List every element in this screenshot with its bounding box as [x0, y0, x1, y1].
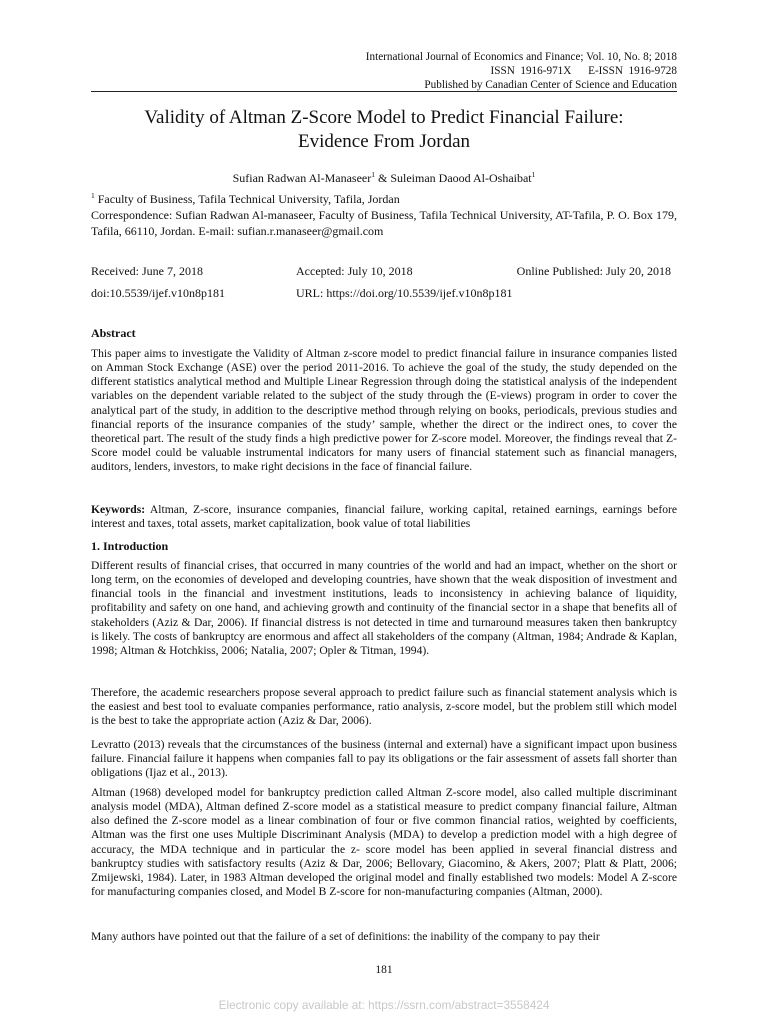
title-line-1: Validity of Altman Z-Score Model to Predict Financial Failure: — [144, 107, 624, 128]
abstract-text: This paper aims to investigate the Validity of Altman z-score model to predict financial failure in insurance companies listed on Amman Stock Exchange (ASE) over the period 2011-2016. To achieve the goal of the study, the study depended on the different statistics analytical method and Multiple Linear Regression through doing the statistical analysis of the independent variables on the dependent variable related to the subject of the study through the (E-views) program in order to cover the analytical part of the study, in addition to the descriptive method through relying on books, periodicals, previous studies and financial reports of the insurance companies of the study’ sample, whether the direct or the indirect ones, to cover the theoretical part. The result of the study finds a high predictive power for Z-score model. Moreover, the findings reveal that Z-Score model could be valuable instrumental indicators for many users of financial statement such as financial managers, auditors, lenders, investors, to make right decisions in the face of financial failure. — [91, 347, 677, 474]
affiliation — [91, 188, 400, 207]
abstract-heading: Abstract — [91, 326, 136, 340]
author-1-affil-mark: 1 — [371, 170, 375, 179]
keywords-text: Altman, Z-score, insurance companies, financial failure, working capital, retained earnings, earnings before interest and taxes, total assets, market capitalization, book value of total liabilities — [91, 503, 677, 531]
keywords — [91, 503, 677, 531]
page-number: 181 — [375, 964, 393, 976]
intro-paragraph-1: Different results of financial crises, that occurred in many countries of the world and had an impact, whether on the short or long term, on the economies of developed and developing countries, have shown that the weak disposition of investment and financial tools in the financial and investment institutions, leads to inconsistency in achieving balance of liquidity, profitability and safety on one hand, and achieving growth and continuity of the financial sector in a shape that benefits all of stakeholders (Aziz & Dar, 2006). If financial distress is not detected in time and turnaround measures taken then bankruptcy is likely. The costs of bankruptcy are enormous and affect all stakeholders of the company (Altman, 1984; Andrade & Kaplan, 1998; Altman & Hotchkiss, 2006; Natalia, 2007; Opler & Titman, 1994). — [91, 559, 677, 657]
keywords-label: Keywords: — [91, 503, 146, 516]
affiliation-mark: 1 — [91, 191, 95, 200]
introduction-heading: 1. Introduction — [91, 539, 169, 553]
author-joiner: & — [374, 171, 391, 185]
journal-issn: ISSN 1916-971X E-ISSN 1916-9728 — [490, 65, 677, 77]
paper-title — [91, 106, 677, 154]
author-list — [91, 167, 677, 186]
header-divider — [91, 91, 677, 92]
journal-publisher: Published by Canadian Center of Science and Education — [424, 79, 677, 91]
intro-paragraph-4: Altman (1968) developed model for bankruptcy prediction called Altman Z-score model, also called multiple discriminant analysis model (MDA), Altman defined Z-score model as a statistical measure to predict company financial failure, Altman also defined the Z-score model as a linear combination of four or five common financial ratios, weighted by coefficients, Altman was the first one uses Multiple Discriminant Analysis (MDA) to develop a prediction model with a high degree of accuracy, the MDA technique and in particular the z- score model has been applied in several financial distress and bankruptcy studies with satisfactory results (Aziz & Dar, 2006; Bellovary, Giacomino, & Akers, 2007; Platt & Platt, 2006; Zmijewski, 1984). Later, in 1983 Altman developed the original model and finally established two models: Model A Z-score for manufacturing companies closed, and Model B Z-score for non-manufacturing companies (Altman, 2000). — [91, 786, 677, 899]
received-date: Received: June 7, 2018 — [91, 264, 203, 278]
author-2-affil-mark: 1 — [531, 170, 536, 179]
intro-paragraph-2: Therefore, the academic researchers propose several approach to predict failure such as financial statement analysis which is the easiest and best tool to evaluate companies performance, ratio analysis, z-score model, but the problem still which model is the best to take the appropriate action (Aziz & Dar, 2006). — [91, 686, 677, 728]
correspondence: Correspondence: Sufian Radwan Al-manaseer, Faculty of Business, Tafila Technical University, AT-Tafila, P. O. Box 179, Tafila, 66110, Jordan. E-mail: sufian.r.manaseer@gmail.com — [91, 208, 677, 238]
doi-url[interactable]: URL: https://doi.org/10.5539/ijef.v10n8p181 — [296, 286, 513, 300]
author-1: Sufian Radwan Al-Manaseer — [232, 171, 372, 185]
intro-paragraph-3: Levratto (2013) reveals that the circumstances of the business (internal and external) have a significant impact upon business failure. Financial failure it happens when companies fall to pay its obligations or the fair assessment of assets fall shorter than obligations (Ijaz et al., 2013). — [91, 738, 677, 780]
title-line-2: Evidence From Jordan — [297, 131, 470, 152]
doi: doi:10.5539/ijef.v10n8p181 — [91, 286, 225, 300]
published-date: Online Published: July 20, 2018 — [516, 264, 671, 278]
journal-header — [366, 50, 677, 92]
journal-citation: International Journal of Economics and Finance; Vol. 10, No. 8; 2018 — [365, 51, 677, 63]
affiliation-text: Faculty of Business, Tafila Technical University, Tafila, Jordan — [94, 192, 400, 206]
ssrn-footer[interactable]: Electronic copy available at: https://ssrn.com/abstract=3558424 — [218, 998, 550, 1012]
intro-paragraph-5: Many authors have pointed out that the failure of a set of definitions: the inability of the company to pay their — [91, 930, 600, 943]
author-2: Suleiman Daood Al-Oshaibat — [390, 171, 532, 185]
accepted-date: Accepted: July 10, 2018 — [296, 264, 413, 278]
